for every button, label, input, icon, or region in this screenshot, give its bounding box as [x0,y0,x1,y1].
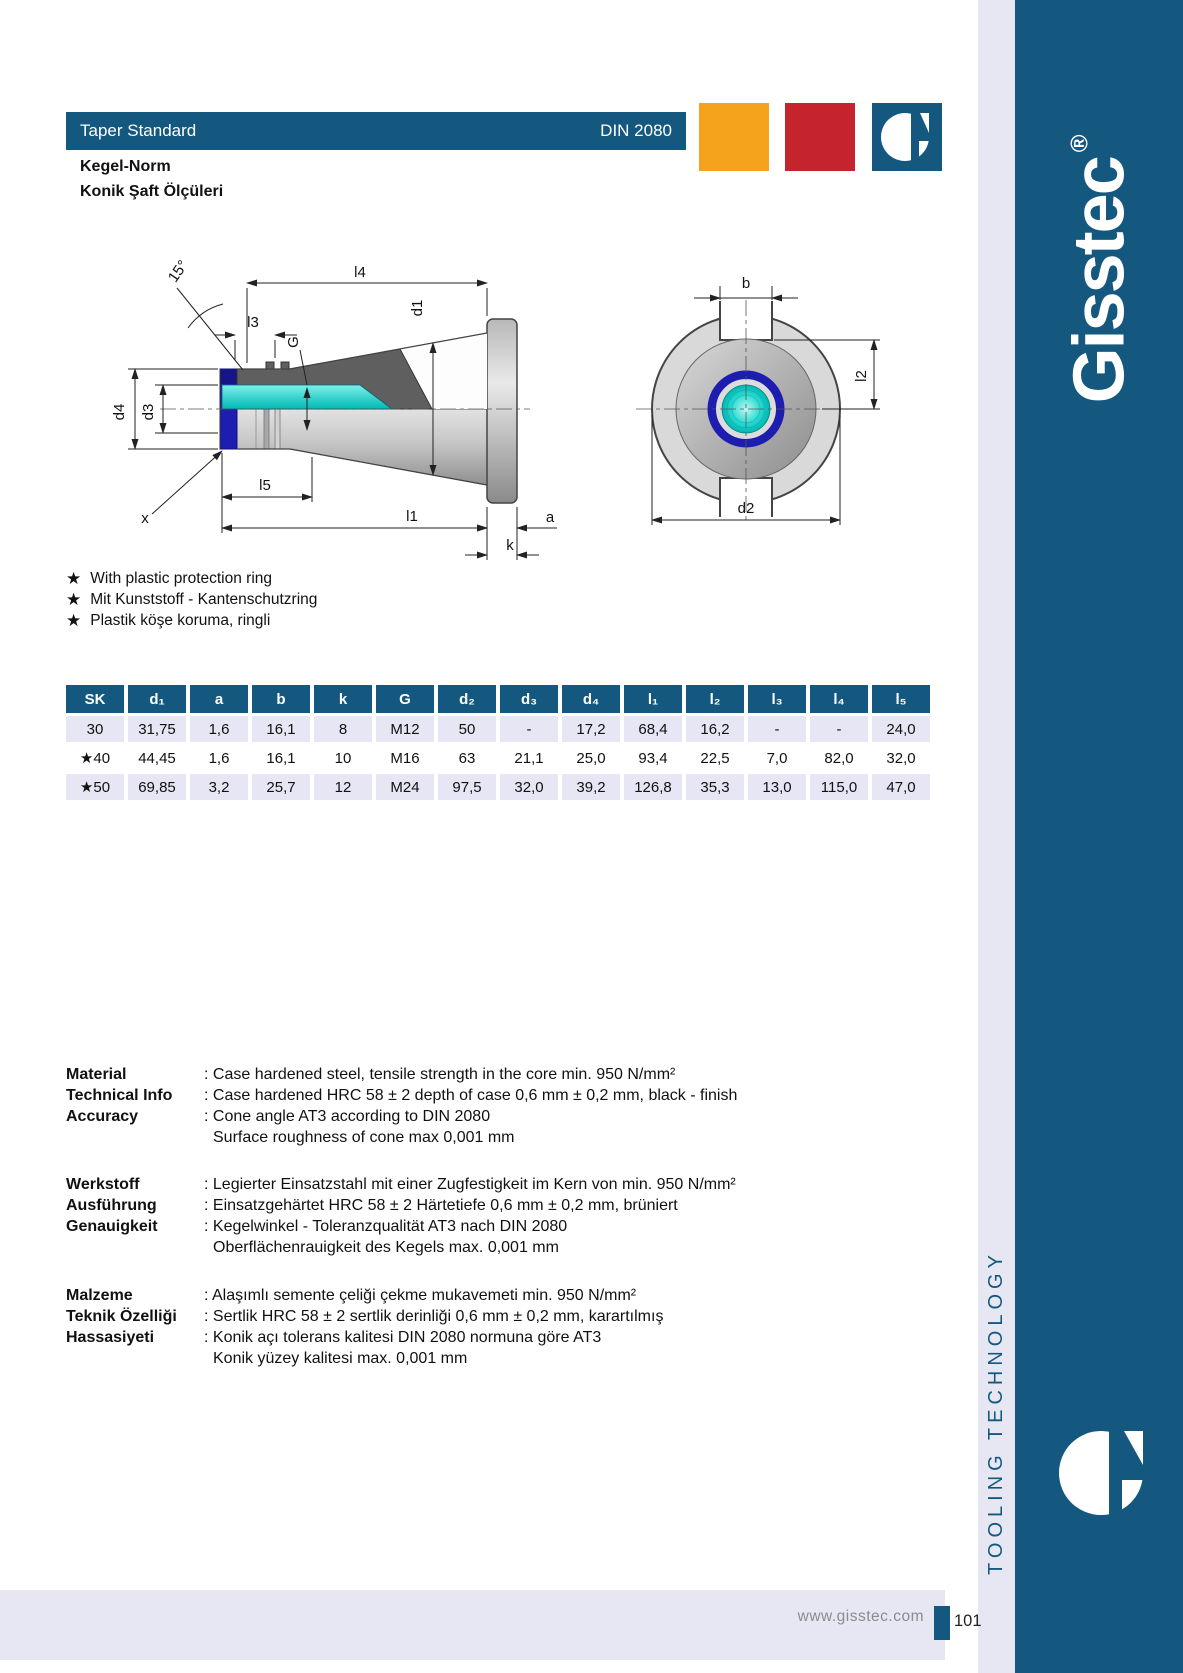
flange [487,319,517,503]
table-cell: M16 [376,745,434,771]
spec-label: Hassasiyeti [66,1329,155,1346]
spec-value: : Einsatzgehärtet HRC 58 ± 2 Härtetiefe 0,6 mm ± 0,2 mm, brüniert [204,1197,678,1214]
dim-label-l3: l3 [247,314,259,331]
note-text: With plastic protection ring [90,569,273,587]
table-row [66,716,930,742]
registered-mark: ® [1066,136,1093,153]
spec-value: Konik yüzey kalitesi max. 0,001 mm [213,1350,468,1367]
spec-label [66,1348,204,1369]
dim-label-d1: d1 [409,299,426,317]
table-cell: 115,0 [810,774,868,800]
header-cell: l₅ [872,685,930,713]
gisstec-logo-small-icon [872,103,942,171]
logo-square [872,103,942,171]
dim-label-g: G [285,336,302,348]
table-cell: 63 [438,745,496,771]
table-cell: 126,8 [624,774,682,800]
table-cell: 25,0 [562,745,620,771]
note-en [66,568,317,589]
spec-value: : Case hardened HRC 58 ± 2 depth of case 0,6 mm ± 0,2 mm, black - finish [204,1087,738,1104]
spec-value: : Alaşımlı semente çeliği çekme mukavemeti min. 950 N/mm² [204,1287,637,1304]
table-cell: 12 [314,774,372,800]
table-cell: 30 [66,716,124,742]
table-cell: ★40 [66,745,124,771]
dimension-table [62,682,934,803]
table-cell: 8 [314,716,372,742]
header-cell: d₁ [128,685,186,713]
table-cell: - [748,716,806,742]
table-cell: ★50 [66,774,124,800]
spec-label: Ausführung [66,1197,157,1214]
notes [66,568,317,631]
dim-label-l2: l2 [853,370,870,382]
note-de [66,589,317,610]
table-row [66,745,930,771]
table-cell: 68,4 [624,716,682,742]
header-cell: l₂ [686,685,744,713]
spec-row [66,1348,886,1369]
dim-label-d2: d2 [737,500,755,517]
dim-label-a: a [545,509,555,526]
note-text: Plastik köşe koruma, ringli [90,611,271,629]
website-link[interactable]: www.gisstec.com [797,1608,924,1625]
spec-row [66,1064,886,1085]
spec-row [66,1237,886,1258]
spec-block-turkish [66,1285,886,1369]
spec-value: : Legierter Einsatzstahl mit einer Zugfestigkeit im Kern von min. 950 N/mm² [204,1176,736,1193]
spec-label: Malzeme [66,1287,133,1304]
orange-square [699,103,769,171]
header-cell: l₃ [748,685,806,713]
table-cell: 35,3 [686,774,744,800]
dim-label-l4: l4 [354,264,366,281]
spec-block-german [66,1174,886,1258]
spec-row [66,1306,886,1327]
spec-row [66,1106,886,1127]
standard-label: DIN 2080 [600,121,672,140]
star-icon: ★ [66,610,82,630]
tagline-text: TOOLING TECHNOLOGY [985,1250,1007,1575]
dim-label-l5: l5 [259,477,271,494]
dim-label-l1: l1 [406,508,418,525]
red-square [785,103,855,171]
spec-row [66,1127,886,1148]
dim-label-angle: 15° [164,257,192,286]
subtitle-turkish: Konik Şaft Ölçüleri [80,183,224,200]
spec-value: Surface roughness of cone max 0,001 mm [213,1129,515,1146]
spec-label: Werkstoff [66,1176,140,1193]
header-cell: b [252,685,310,713]
table-cell: - [810,716,868,742]
table-cell: - [500,716,558,742]
subtitle-german: Kegel-Norm [80,158,171,175]
dim-label-k: k [506,537,514,554]
page-number-marker [934,1606,950,1640]
table-cell: 24,0 [872,716,930,742]
table-cell: 16,1 [252,745,310,771]
brand-vertical [1015,60,1183,480]
spec-block-english [66,1064,886,1148]
table-cell: 17,2 [562,716,620,742]
table-cell: M24 [376,774,434,800]
table-cell: 32,0 [872,745,930,771]
spec-row [66,1085,886,1106]
header-cell: l₁ [624,685,682,713]
dim-label-d3: d3 [140,403,157,421]
spec-value: : Sertlik HRC 58 ± 2 sertlik derinliği 0,6 mm ± 0,2 mm, karartılmış [204,1308,664,1325]
spec-label: Teknik Özelliği [66,1308,177,1325]
table-cell: 44,45 [128,745,186,771]
spec-value: : Konik açı tolerans kalitesi DIN 2080 normuna göre AT3 [204,1329,602,1346]
table-cell: 32,0 [500,774,558,800]
dim-label-b: b [741,275,751,292]
front-view [636,275,880,525]
table-cell: 25,7 [252,774,310,800]
spec-label: Accuracy [66,1108,139,1125]
table-cell: 16,2 [686,716,744,742]
note-tr [66,610,317,631]
dim-label-x: x [141,510,149,527]
brand-text [1058,137,1140,404]
technical-drawing [60,230,940,560]
dim-label-d4: d4 [111,403,128,421]
side-view [111,257,557,560]
header-bar [66,112,686,150]
header-cell: SK [66,685,124,713]
table-cell: 82,0 [810,745,868,771]
header-cell: a [190,685,248,713]
page-number: 101 [954,1612,982,1630]
table-cell: 39,2 [562,774,620,800]
spec-label: Material [66,1066,127,1083]
table-cell: 16,1 [252,716,310,742]
table-cell: 13,0 [748,774,806,800]
table-cell: 97,5 [438,774,496,800]
spec-value: : Cone angle AT3 according to DIN 2080 [204,1108,491,1125]
gisstec-logo-icon [1051,1423,1151,1523]
table-cell: M12 [376,716,434,742]
table-cell: 1,6 [190,716,248,742]
table-cell: 31,75 [128,716,186,742]
header-cell: d₂ [438,685,496,713]
table-cell: 3,2 [190,774,248,800]
spec-row [66,1195,886,1216]
brand-name: Gisstec [1059,157,1139,404]
header-cell: d₄ [562,685,620,713]
header-cell: d₃ [500,685,558,713]
tagline-vertical [978,1250,1015,1575]
spec-label: Technical Info [66,1087,173,1104]
note-text: Mit Kunststoff - Kantenschutzring [90,590,318,608]
page-title: Taper Standard [80,121,197,140]
table-row [66,774,930,800]
table-cell: 93,4 [624,745,682,771]
table-cell: 69,85 [128,774,186,800]
table-cell: 1,6 [190,745,248,771]
table-cell: 7,0 [748,745,806,771]
spec-label: Genauigkeit [66,1218,158,1235]
table-cell: 50 [438,716,496,742]
spec-row [66,1285,886,1306]
header-cell: G [376,685,434,713]
table-cell: 21,1 [500,745,558,771]
table-cell: 10 [314,745,372,771]
spec-label [66,1237,204,1258]
star-icon: ★ [66,589,82,609]
spec-value: Oberflächenrauigkeit des Kegels max. 0,001 mm [213,1239,559,1256]
spec-value: : Case hardened steel, tensile strength in the core min. 950 N/mm² [204,1066,676,1083]
spec-label [66,1127,204,1148]
spec-value: : Kegelwinkel - Toleranzqualität AT3 nach DIN 2080 [204,1218,568,1235]
header-cell: l₄ [810,685,868,713]
table-header-row [66,685,930,713]
table-cell: 47,0 [872,774,930,800]
header-cell: k [314,685,372,713]
star-icon: ★ [66,568,82,588]
table-cell: 22,5 [686,745,744,771]
spec-row [66,1327,886,1348]
spec-row [66,1174,886,1195]
spec-row [66,1216,886,1237]
